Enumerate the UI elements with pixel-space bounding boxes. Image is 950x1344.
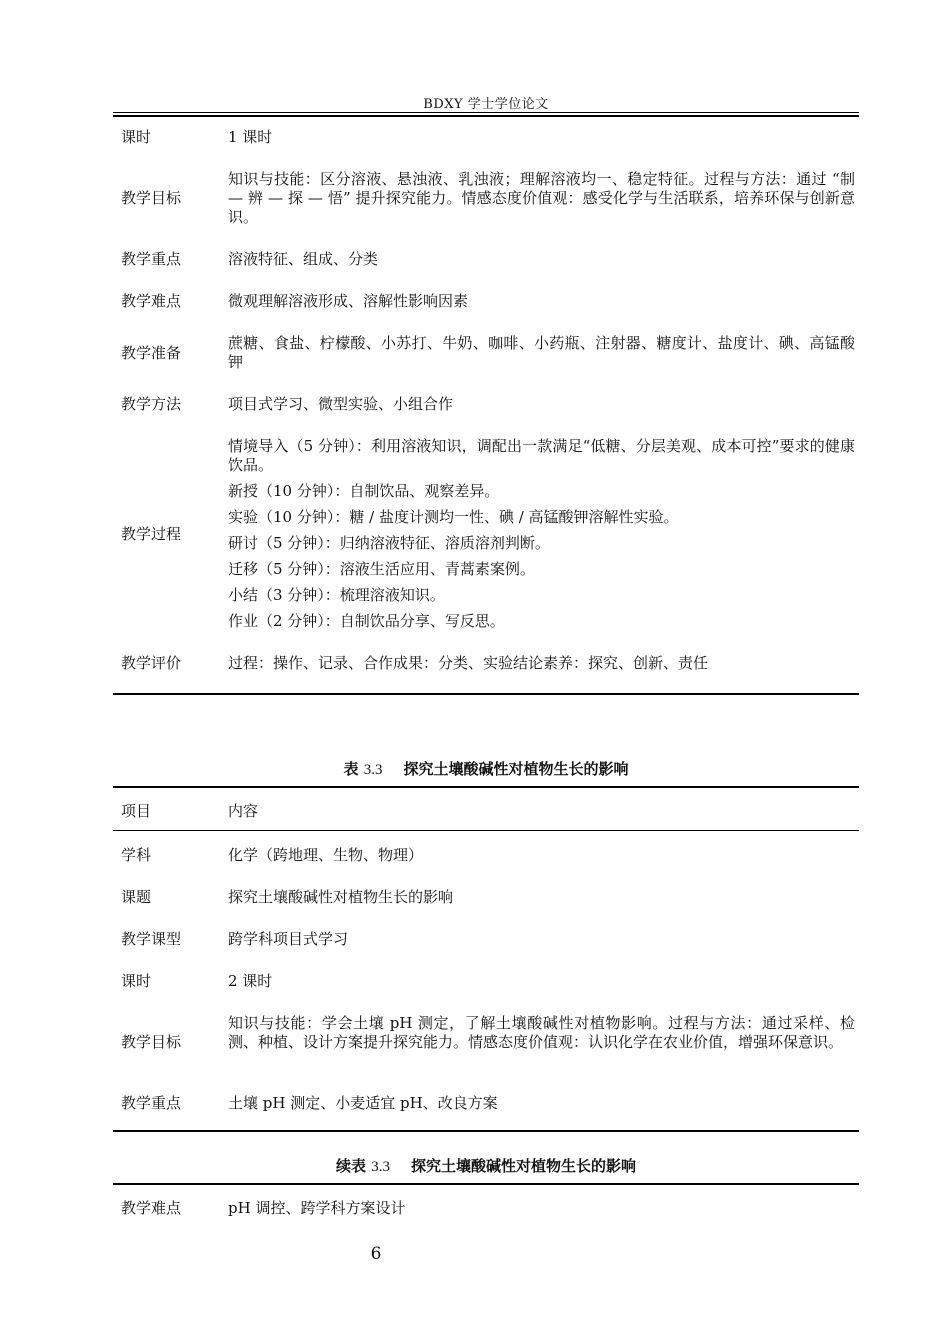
row-label: 课时: [121, 972, 152, 990]
table-row: [113, 972, 859, 991]
row-value-line: 微观理解溶液形成、溶解性影响因素: [228, 292, 469, 310]
caption-number: 3.3: [363, 762, 383, 778]
table-row: [113, 654, 859, 673]
row-label: 课时: [121, 128, 152, 146]
row-value: [228, 292, 855, 311]
row-value: [228, 1094, 855, 1113]
table-row: [113, 334, 859, 372]
table-row: [113, 250, 859, 269]
row-value: [228, 1014, 855, 1052]
row-value-line: 化学（跨地理、生物、物理）: [228, 846, 424, 864]
table-2-cont-caption: [113, 1155, 859, 1176]
row-value-line: 新授（10 分钟）：自制饮品、观察差异。: [228, 482, 500, 500]
table-2-body: [113, 846, 859, 1113]
table-row: [113, 437, 859, 631]
row-value-line: 2 课时: [228, 972, 273, 990]
row-value-line: pH 调控、跨学科方案设计: [228, 1199, 406, 1217]
row-value: [228, 888, 855, 907]
row-value: [228, 972, 855, 991]
table-row: [113, 170, 859, 227]
row-label: 课题: [121, 888, 152, 906]
row-label: 教学重点: [121, 1094, 182, 1112]
table-row: [113, 292, 859, 311]
row-value-line: 跨学科项目式学习: [228, 930, 349, 948]
row-value-line: 过程：操作、记录、合作成果：分类、实验结论素养：探究、创新、责任: [228, 654, 709, 672]
row-label: 学科: [121, 846, 152, 864]
row-label: 教学准备: [121, 343, 182, 362]
row-value-line: 迁移（5 分钟）：溶液生活应用、青蒿素案例。: [228, 560, 535, 578]
table-2-header: [113, 802, 859, 821]
table-1-bottom-rule: [113, 693, 859, 695]
row-value: [228, 250, 855, 269]
header-col-content: 内容: [228, 802, 259, 820]
row-value-line: 溶液特征、组成、分类: [228, 250, 379, 268]
caption-prefix: 续表: [336, 1157, 367, 1175]
header-col-item: 项目: [121, 802, 152, 820]
caption-number: 3.3: [371, 1159, 391, 1175]
row-value-line: 知识与技能：区分溶液、悬浊液、乳浊液；理解溶液均一、稳定特征。过程与方法：通过 “制 — 辨 — 探 — 悟” 提升探究能力。情感态度价值观：感受化学与生活联系，培养环保与创新意识。: [228, 170, 855, 226]
row-value: [228, 654, 855, 673]
table-row: [113, 888, 859, 907]
row-value: [228, 395, 855, 414]
row-label: 教学方法: [121, 395, 182, 413]
row-value-line: 小结（3 分钟）：梳理溶液知识。: [228, 586, 445, 604]
table-row: [113, 1014, 859, 1071]
row-label: 教学目标: [121, 189, 182, 207]
row-value: [228, 1199, 855, 1218]
row-value: [228, 437, 855, 631]
running-header: BDXY 学士学位论文: [423, 97, 549, 112]
row-value: [228, 334, 855, 372]
row-value-line: 蔗糖、食盐、柠檬酸、小苏打、牛奶、咖啡、小药瓶、注射器、糖度计、盐度计、碘、高锰酸钾: [228, 334, 855, 371]
page-number: 6: [370, 1244, 382, 1264]
table-row: [113, 395, 859, 414]
row-value: [228, 846, 855, 865]
row-value-line: 作业（2 分钟）：自制饮品分享、写反思。: [228, 612, 505, 630]
table-header-row: [113, 802, 859, 821]
row-value-line: 土壤 pH 测定、小麦适宜 pH、改良方案: [228, 1094, 498, 1112]
row-label: 教学课型: [121, 930, 182, 948]
row-value-line: 情境导入（5 分钟）：利用溶液知识，调配出一款满足“低糖、分层美观、成本可控”要求的健康饮品。: [228, 437, 855, 474]
table-2-bottom-rule: [113, 1130, 859, 1132]
row-value-line: 研讨（5 分钟）：归纳溶液特征、溶质溶剂判断。: [228, 534, 550, 552]
table-row: [113, 1094, 859, 1113]
row-label: 教学目标: [121, 1033, 182, 1051]
row-value-line: 项目式学习、微型实验、小组合作: [228, 395, 454, 413]
caption-prefix: 表: [343, 760, 359, 778]
table-row: [113, 930, 859, 949]
header-rule-thin: [113, 112, 859, 113]
row-value-line: 实验（10 分钟）：糖 / 盐度计测均一性、碘 / 高锰酸钾溶解性实验。: [228, 508, 679, 526]
row-label: 教学重点: [121, 250, 182, 268]
row-label: 教学过程: [121, 524, 182, 543]
table-2-caption: [113, 758, 859, 779]
row-label: 教学难点: [121, 1199, 182, 1217]
row-value-line: 知识与技能：学会土壤 pH 测定，了解土壤酸碱性对植物影响。过程与方法：通过采样、检测、种植、设计方案提升探究能力。情感态度价值观：认识化学在农业价值，增强环保意识。: [228, 1014, 855, 1051]
table-row: [113, 1199, 859, 1218]
header-rule-thick: [113, 115, 859, 117]
row-value-line: 探究土壤酸碱性对植物生长的影响: [228, 888, 454, 906]
row-value-line: 1 课时: [228, 128, 273, 146]
table-2-header-rule: [113, 830, 859, 831]
caption-title: 探究土壤酸碱性对植物生长的影响: [410, 1157, 636, 1175]
row-label: 教学难点: [121, 292, 182, 310]
table-2-top-rule: [113, 786, 859, 788]
table-2-cont-body: [113, 1199, 859, 1218]
row-value: [228, 930, 855, 949]
table-row: [113, 846, 859, 865]
table-row: [113, 128, 859, 147]
row-value: [228, 128, 855, 147]
table-2-cont-top-rule: [113, 1183, 859, 1185]
row-label: 教学评价: [121, 654, 182, 672]
table-1-body: [113, 128, 859, 673]
row-value: [228, 170, 855, 227]
caption-title: 探究土壤酸碱性对植物生长的影响: [403, 760, 629, 778]
